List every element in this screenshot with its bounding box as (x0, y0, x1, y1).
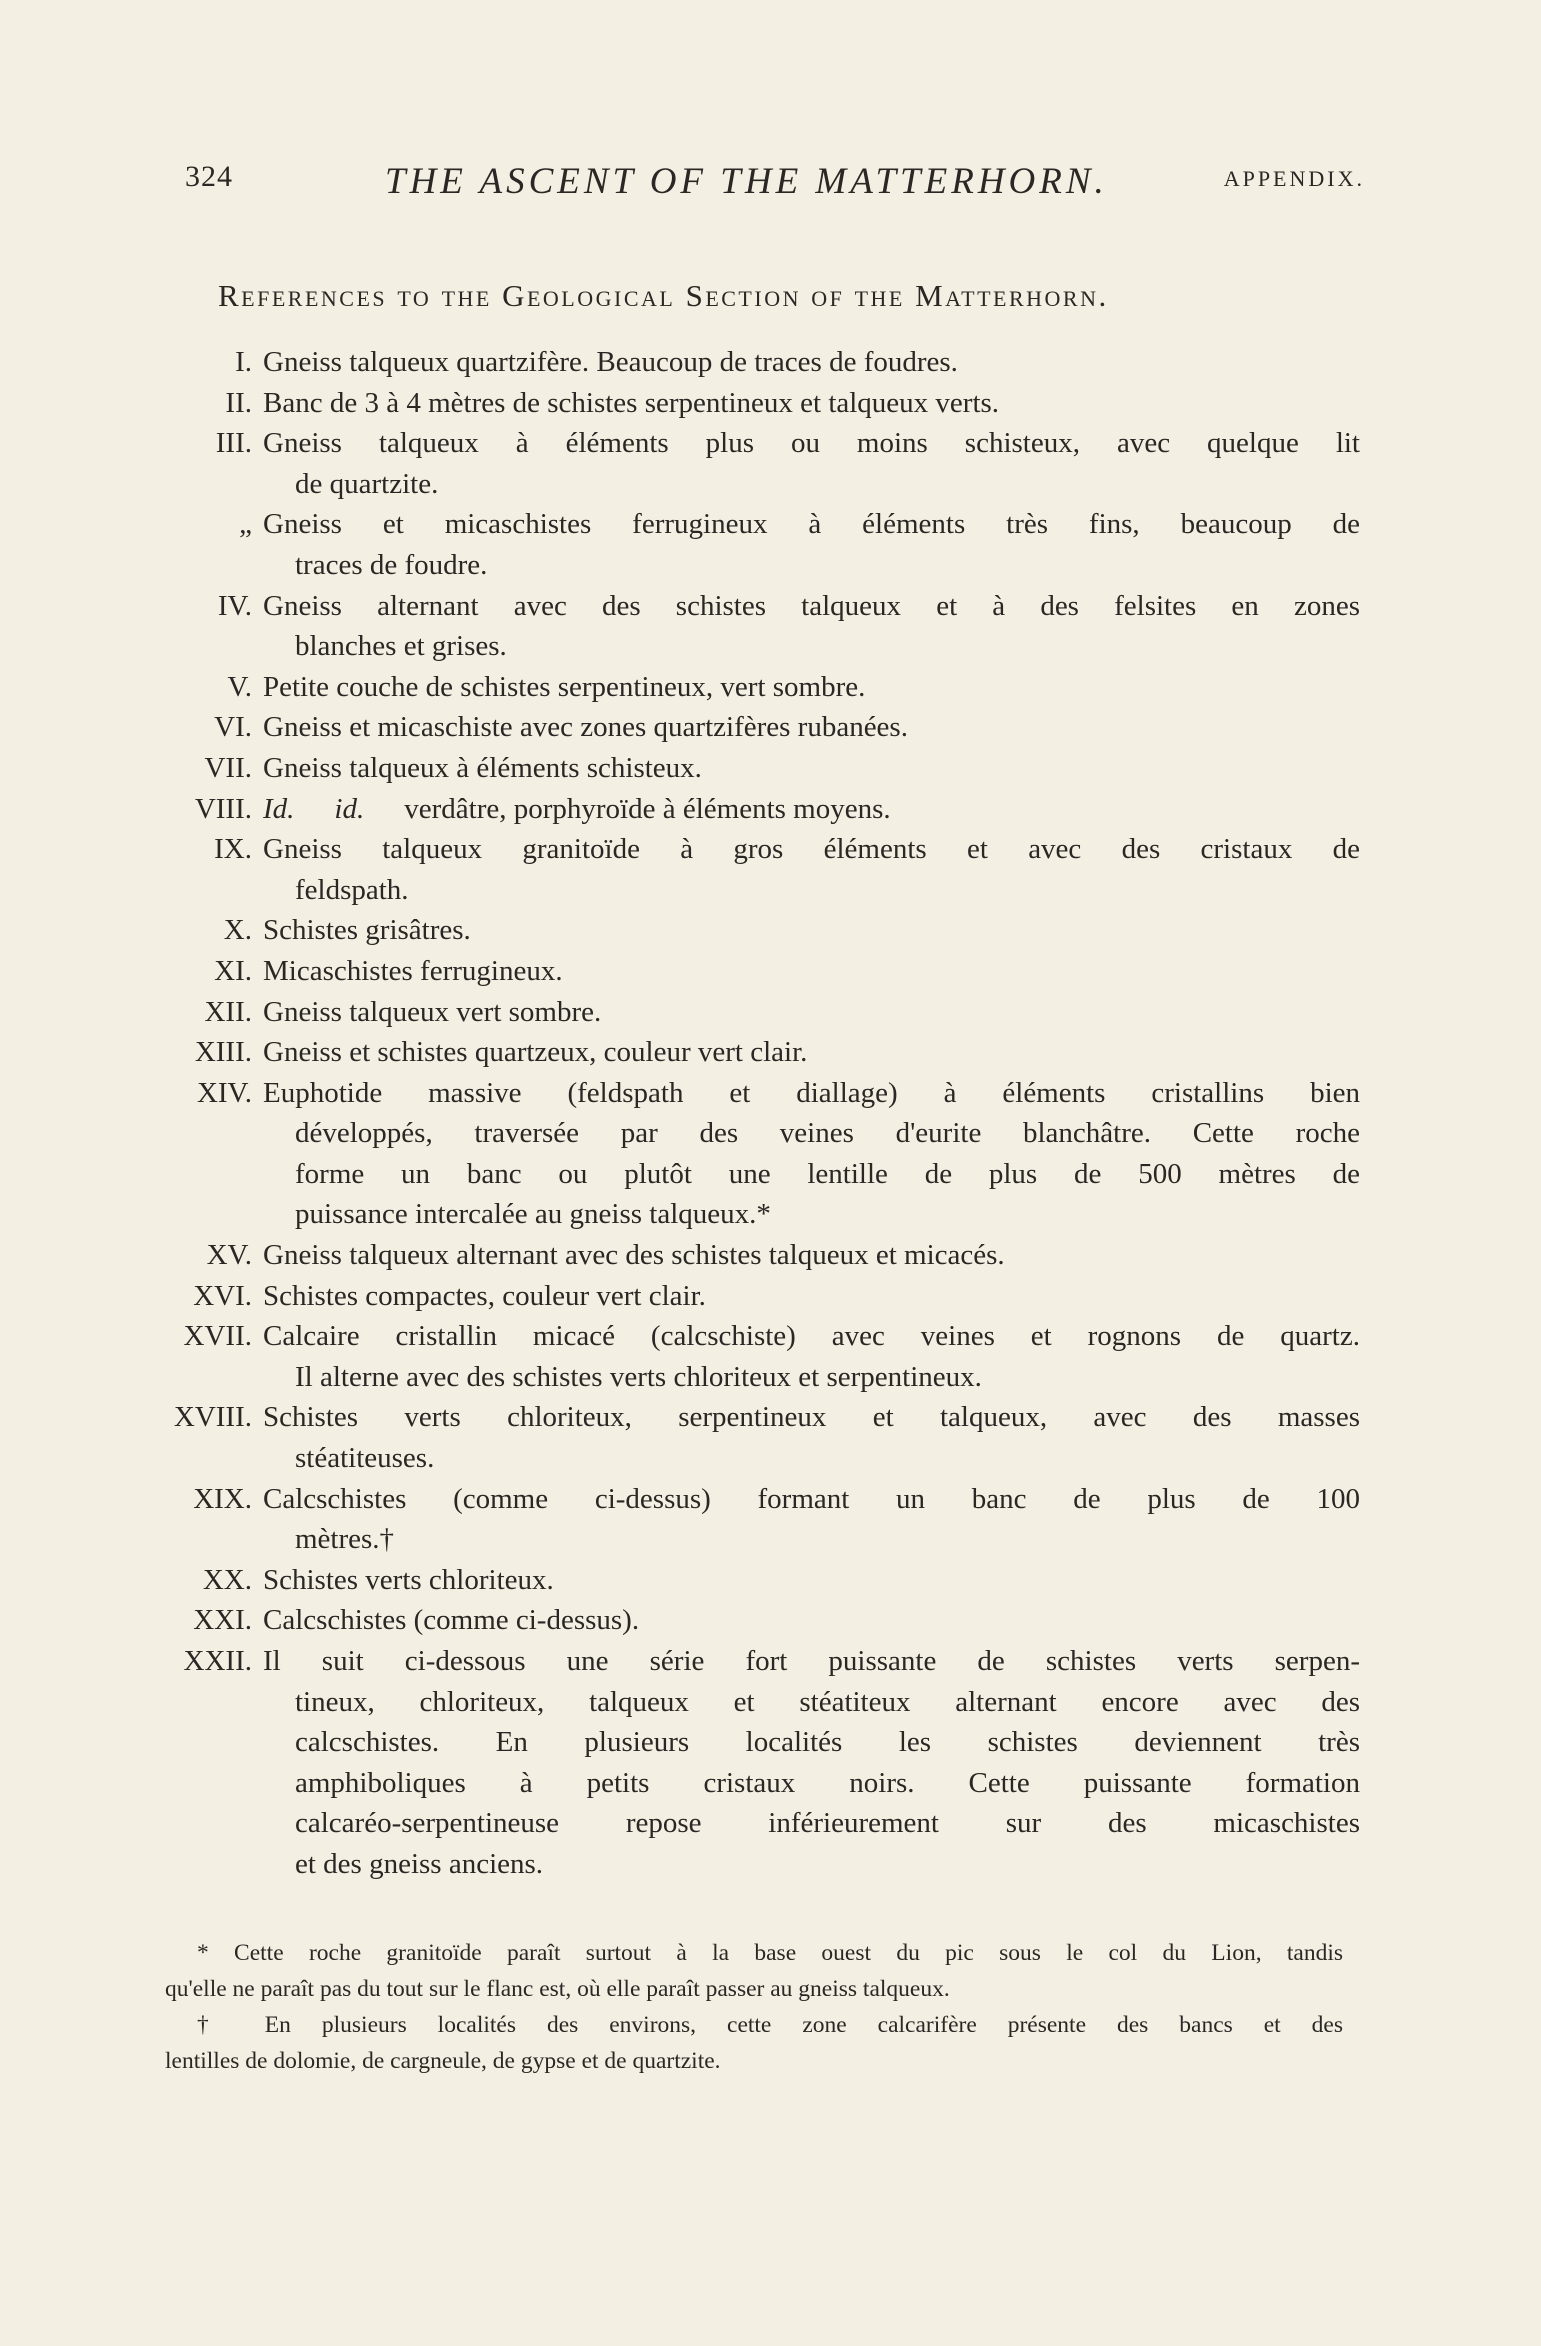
entry-line-text: verdâtre, porphyroïde à éléments moyens. (404, 792, 891, 825)
entry-row (130, 829, 1360, 910)
entry-italic-ditto: Id. (263, 792, 295, 825)
entry-row (130, 1641, 1360, 1885)
entry-text (263, 829, 1360, 910)
entry-text (263, 1641, 1360, 1885)
entry-text (263, 1235, 1360, 1276)
entry-line: Schistes verts chloriteux, serpentineux et talqueux, avec des masses (263, 1401, 1360, 1434)
footnotes (165, 1935, 1343, 2079)
entry-line: amphiboliques à petits cristaux noirs. Cette puissante formation (295, 1766, 1360, 1799)
entry-line: Gneiss et micaschiste avec zones quartzifères rubanées. (263, 711, 908, 744)
entry-numeral: „ (239, 508, 252, 541)
entry-row (130, 1073, 1360, 1235)
entry-row (130, 1397, 1360, 1478)
entry-text (263, 1032, 1360, 1073)
entry-text (263, 1600, 1360, 1641)
entry-line: Gneiss talqueux à éléments schisteux. (263, 751, 702, 784)
footnote-line: lentilles de dolomie, de cargneule, de gypse et de quartzite. (165, 2048, 721, 2074)
entry-text (263, 748, 1360, 789)
entry-line: Gneiss talqueux granitoïde à gros éléments et avec des cristaux de (263, 833, 1360, 866)
entry-row (130, 1276, 1360, 1317)
entry-row (130, 1032, 1360, 1073)
entries-list (130, 342, 1360, 1885)
entry-text (263, 1316, 1360, 1397)
entry-line: Schistes grisâtres. (263, 914, 471, 947)
entry-numeral: XIX. (193, 1482, 252, 1515)
entry-line: tineux, chloriteux, talqueux et stéatiteux alternant encore avec des (295, 1685, 1360, 1718)
entry-line: Calcschistes (comme ci-dessus). (263, 1604, 640, 1637)
entry-numeral: V. (227, 670, 252, 703)
entry-line: de quartzite. (295, 467, 439, 500)
entry-numeral: XVI. (193, 1279, 252, 1312)
entry-row (130, 586, 1360, 667)
entry-line: Euphotide massive (feldspath et diallage) à éléments cristallins bien (263, 1076, 1360, 1109)
entry-numeral: VI. (214, 711, 252, 744)
entry-line: Gneiss talqueux alternant avec des schistes talqueux et micacés. (263, 1239, 1005, 1272)
running-title: THE ASCENT OF THE MATTERHORN. (385, 161, 1108, 202)
entry-line: Il alterne avec des schistes verts chloriteux et serpentineux. (295, 1360, 982, 1393)
entry-line: Calcaire cristallin micacé (calcschiste) avec veines et rognons de quartz. (263, 1320, 1360, 1353)
entry-row (130, 789, 1360, 830)
footnote-line: * Cette roche granitoïde paraît surtout à la base ouest du pic sous le col du Lion, tandis (197, 1940, 1343, 1966)
entry-italic-ditto: id. (334, 792, 365, 825)
entry-line: traces de foudre. (295, 548, 488, 581)
entry-numeral: IV. (217, 589, 252, 622)
entry-line: calcschistes. En plusieurs localités les schistes deviennent très (295, 1726, 1360, 1759)
entry-text (263, 910, 1360, 951)
entry-numeral: XI. (214, 954, 252, 987)
entry-line: puissance intercalée au gneiss talqueux.* (295, 1198, 771, 1231)
entry-row (130, 707, 1360, 748)
entry-line: feldspath. (295, 873, 409, 906)
entry-line: et des gneiss anciens. (295, 1847, 544, 1880)
entry-text (263, 383, 1360, 424)
entry-numeral: IX. (214, 833, 252, 866)
entry-line: Micaschistes ferrugineux. (263, 954, 563, 987)
entry-line: calcaréo-serpentineuse repose inférieurement sur des micaschistes (295, 1807, 1360, 1840)
entry-line: Gneiss et schistes quartzeux, couleur vert clair. (263, 1036, 808, 1069)
entry-row (130, 1479, 1360, 1560)
entry-row (130, 383, 1360, 424)
entry-numeral: VIII. (194, 792, 252, 825)
entry-row (130, 504, 1360, 585)
entry-row (130, 1235, 1360, 1276)
entry-numeral: III. (215, 427, 252, 460)
entry-numeral: VII. (204, 751, 252, 784)
entry-line: Gneiss talqueux à éléments plus ou moins schisteux, avec quelque lit (263, 427, 1360, 460)
entry-line: Schistes compactes, couleur vert clair. (263, 1279, 706, 1312)
entry-line: Calcschistes (comme ci-dessus) formant un banc de plus de 100 (263, 1482, 1360, 1515)
entry-row (130, 951, 1360, 992)
entry-numeral: XVIII. (173, 1401, 252, 1434)
entry-text (263, 1276, 1360, 1317)
entry-numeral: II. (225, 386, 252, 419)
entry-line: Il suit ci-dessous une série fort puissante de schistes verts serpen- (263, 1645, 1360, 1677)
entry-text (263, 1073, 1360, 1235)
entry-line: stéatiteuses. (295, 1442, 435, 1475)
entry-row (130, 667, 1360, 708)
entry-text (263, 951, 1360, 992)
entry-text (263, 707, 1360, 748)
entry-text (263, 1397, 1360, 1478)
entry-text (263, 1479, 1360, 1560)
entry-row (130, 1600, 1360, 1641)
entry-numeral: XVII. (183, 1320, 252, 1353)
entry-text (263, 504, 1360, 585)
entry-line: Petite couche de schistes serpentineux, vert sombre. (263, 670, 866, 703)
entry-text (263, 789, 1360, 830)
footnote-line: † En plusieurs localités des environs, cette zone calcarifère présente des bancs et des (197, 2012, 1343, 2038)
entry-line: Gneiss et micaschistes ferrugineux à éléments très fins, beaucoup de (263, 508, 1360, 541)
entry-line: Schistes verts chloriteux. (263, 1563, 554, 1596)
entry-row (130, 748, 1360, 789)
entry-numeral: I. (235, 346, 252, 378)
running-header (185, 160, 1365, 204)
entry-numeral: XXI. (193, 1604, 252, 1637)
entry-numeral: XIII. (194, 1036, 252, 1069)
entry-line: blanches et grises. (295, 630, 507, 663)
entry-line: développés, traversée par des veines d'eurite blanchâtre. Cette roche (295, 1117, 1360, 1150)
entry-numeral: X. (223, 914, 252, 947)
entry-numeral: XXII. (183, 1645, 252, 1677)
entry-row (130, 1560, 1360, 1601)
entry-line: Banc de 3 à 4 mètres de schistes serpentineux et talqueux verts. (263, 386, 1000, 419)
entry-row (130, 910, 1360, 951)
entry-text (263, 586, 1360, 667)
entry-numeral: XX. (202, 1563, 252, 1596)
entry-text (263, 1560, 1360, 1601)
entry-row (130, 342, 1360, 383)
entry-text (263, 992, 1360, 1033)
footnote-line: qu'elle ne paraît pas du tout sur le flanc est, où elle paraît passer au gneiss talqueux. (165, 1976, 950, 2002)
entry-line: Gneiss alternant avec des schistes talqueux et à des felsites en zones (263, 589, 1360, 622)
entry-numeral: XII. (204, 995, 252, 1028)
entry-line (263, 789, 1360, 830)
entry-row (130, 992, 1360, 1033)
running-section: APPENDIX. (1223, 166, 1365, 191)
entry-line: forme un banc ou plutôt une lentille de plus de 500 mètres de (295, 1157, 1360, 1190)
entry-numeral: XV. (206, 1239, 252, 1272)
entry-text (263, 667, 1360, 708)
entry-line: Gneiss talqueux vert sombre. (263, 995, 602, 1028)
entry-row (130, 1316, 1360, 1397)
entry-text (263, 342, 1360, 383)
entry-text (263, 423, 1360, 504)
entry-line: Gneiss talqueux quartzifère. Beaucoup de traces de foudres. (263, 346, 958, 378)
page-number: 324 (185, 160, 233, 193)
section-heading: References to the Geological Section of the Matterhorn. (218, 278, 1109, 313)
entry-line: mètres.† (295, 1523, 395, 1556)
entry-numeral: XIV. (196, 1076, 252, 1109)
entry-row (130, 423, 1360, 504)
